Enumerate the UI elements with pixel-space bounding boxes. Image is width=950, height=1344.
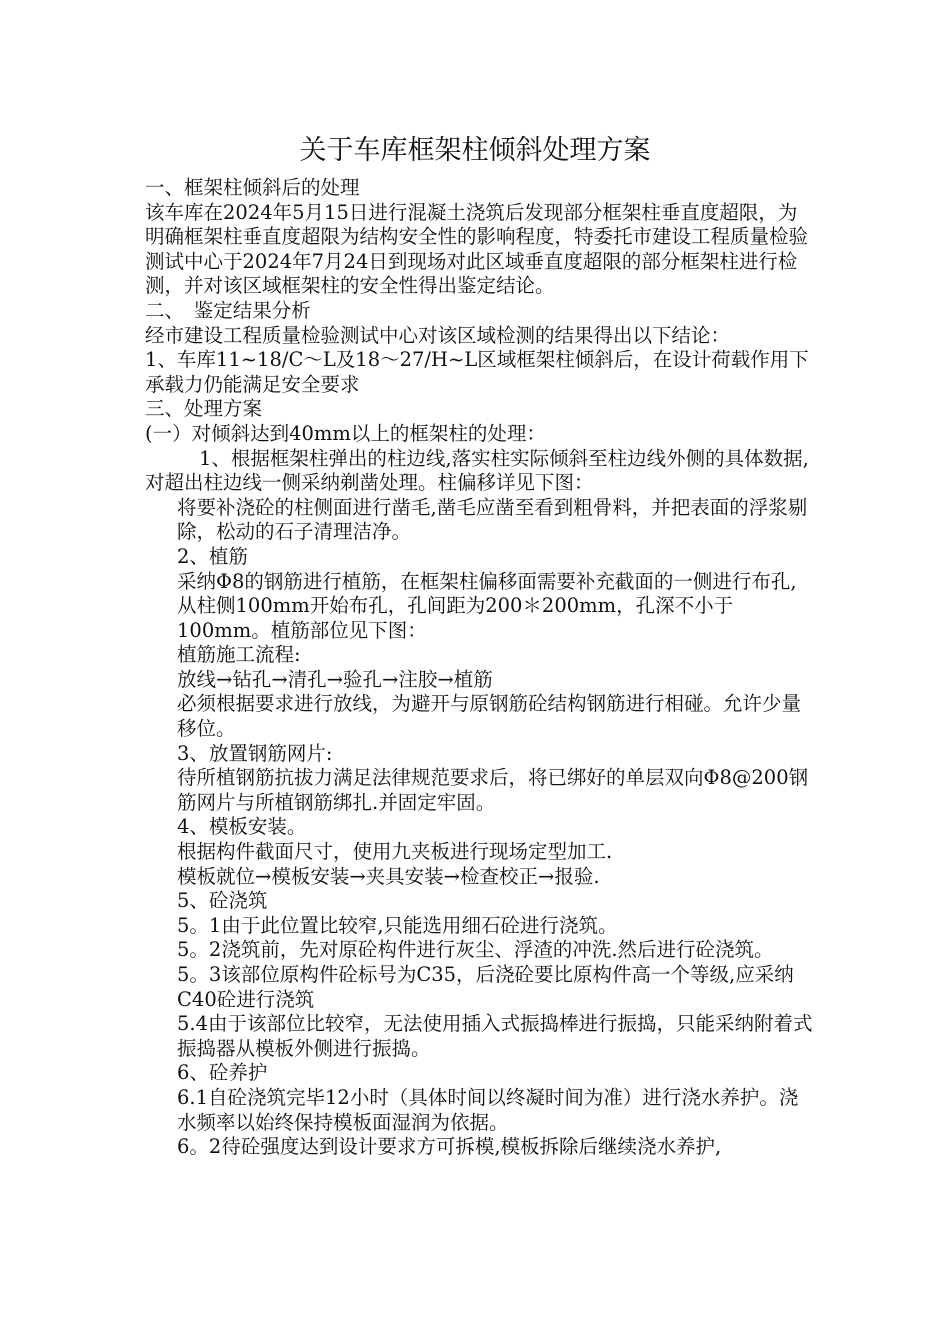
document-title: 关于车库框架柱倾斜处理方案 [299,135,651,166]
paragraph: 植筋施工流程: [177,643,301,667]
paragraph: 将要补浇砼的柱侧面进行凿毛,凿毛应凿至看到粗骨料，并把表面的浮浆剔除，松动的石子清理洁净。 [177,495,808,544]
paragraph: 5。1由于此位置比较窄,只能选用细石砼进行浇筑。 [177,913,618,937]
paragraph: 采纳Φ8的钢筋进行植筋，在框架柱偏移面需要补充截面的一侧进行布孔,从柱侧100mm开始布孔，孔间距为200＊200mm，孔深不小于100mm。植筋部位见下图： [177,569,797,642]
step-heading: 3、放置钢筋网片: [177,741,333,765]
paragraph: 经市建设工程质量检验测试中心对该区域检测的结果得出以下结论： [145,323,731,347]
step-heading: 5、砼浇筑 [177,889,268,913]
paragraph: 5.4由于该部位比较窄，无法使用插入式振捣棒进行振捣，只能采纳附着式振捣器从模板外侧进行振捣。 [177,1012,813,1060]
paragraph: 5。3该部位原构件砼标号为C35，后浇砼要比原构件高一个等级,应采纳C40砼进行浇筑 [177,963,794,1011]
section-heading-2: 二、 鉴定结果分析 [145,298,311,322]
paragraph: 模板就位→模板安装→夹具安装→检查校正→报验. [177,864,600,888]
paragraph: 6。2待砼强度达到设计要求方可拆模,模板拆除后继续浇水养护, [177,1135,722,1159]
step-heading: 4、模板安装。 [177,815,307,839]
step-heading: 6、砼养护 [177,1061,268,1085]
paragraph: 1、车库11~18/C～L及18～27/H~L区域框架柱倾斜后，在设计荷载作用下承载力仍能满足安全要求 [145,348,809,396]
paragraph: 待所植钢筋抗拔力满足法律规范要求后，将已绑好的单层双向Φ8@200钢筋网片与所植钢筋绑扎.并固定牢固。 [177,766,809,814]
section-heading-3: 三、处理方案 [145,397,263,421]
step-heading: 2、植筋 [177,544,248,568]
paragraph: 该车库在2024年5月15日进行混凝土浇筑后发现部分框架柱垂直度超限，为明确框架柱垂直度超限为结构安全性的影响程度，特委托市建设工程质量检验测试中心于2024年7月24日到现场对此区域垂直度超限的部分框架柱进行检测，并对该区域框架柱的安全性得出鉴定结论。 [145,200,809,298]
paragraph: 5。2浇筑前，先对原砼构件进行灰尘、浮渣的冲洗.然后进行砼浇筑。 [177,938,774,962]
paragraph: 必须根据要求进行放线，为避开与原钢筋砼结构钢筋进行相碰。允许少量移位。 [177,692,802,741]
paragraph: 1、根据框架柱弹出的柱边线,落实柱实际倾斜至柱边线外侧的具体数据,对超出柱边线一侧采纳剃凿处理。柱偏移详见下图： [145,446,809,495]
document-body [145,176,815,1160]
section-heading-1: 一、框架柱倾斜后的处理 [145,176,360,199]
paragraph: 6.1自砼浇筑完毕12小时（具体时间以终凝时间为准）进行浇水养护。浇水频率以始终保持模板面湿润为依据。 [177,1085,799,1134]
paragraph: 放线→钻孔→清孔→验孔→注胶→植筋 [177,667,493,691]
subsection-heading: (一）对倾斜达到40mm以上的框架柱的处理： [145,421,546,445]
paragraph: 根据构件截面尺寸，使用九夹板进行现场定型加工. [177,840,613,864]
